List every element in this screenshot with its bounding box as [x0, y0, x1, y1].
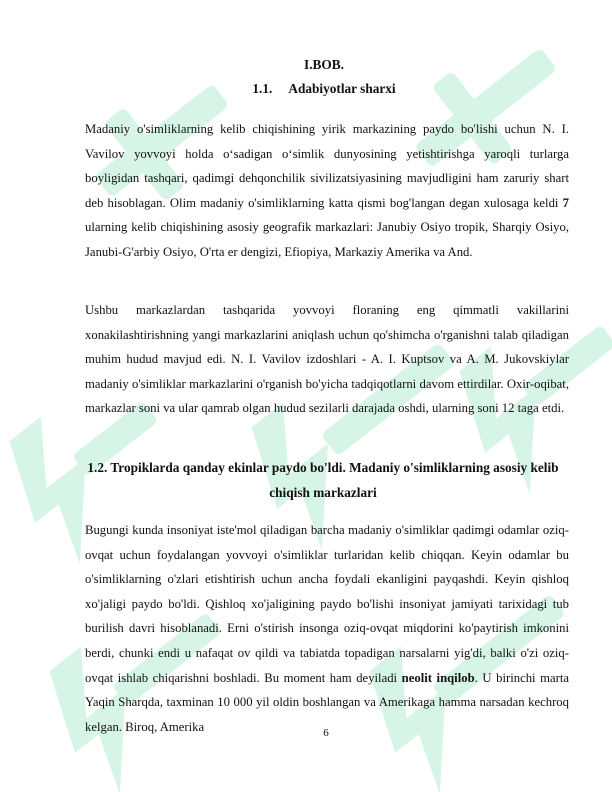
paragraph-1-bold: 7: [562, 195, 569, 210]
paragraph-3: [85, 518, 569, 739]
section-title: Adabiyotlar sharxi: [288, 81, 396, 96]
subsection-heading: 1.2. Tropiklarda qanday ekinlar paydo bo'ldi. Madaniy o'simliklarning asosiy kelib chiqish markazlari: [87, 460, 559, 500]
paragraph-3-text-a: Bugungi kunda insoniyat iste'mol qiladigan barcha madaniy o'simliklar qadimgi odamlar oziq-ovqat uchun foydalangan yovvoyi o'simliklar turlaridan kelib chiqqan. Keyin odamlar bu o'simliklarning o'zlari etishtirish uchun ancha foydali ekanligini payqashdi. Keyin qishloq xo'jaligi paydo bo'ldi. Qishloq xo'jaligining paydo bo'lishi insoniyat jamiyati tarixidagi tub burilish davri hisoblanadi. Erni o'stirish insonga oziq-ovqat miqdorini ko'paytirish imkonini berdi, chunki endi u nafaqat ov qildi va tabiatda topadigan narsalarni yig'di, balki o'zi oziq-ovqat ishlab chiqarishni boshladi. Bu moment ham deyiladi: [85, 523, 569, 685]
paragraph-1: [85, 117, 569, 265]
section-number: 1.1.: [252, 81, 273, 96]
paragraph-3-bold: neolit inqilob: [401, 670, 475, 685]
chapter-heading: I.BOB.: [304, 57, 344, 72]
page-number: 6: [323, 727, 329, 739]
paragraph-2: Ushbu markazlardan tashqarida yovvoyi floraning eng qimmatli vakillarini xonakilashtirishning yangi markazlarini aniqlash uchun qo'shimcha o'rganishni talab qiladigan muhim hudud mavjud edi. N. I. Vavilov izdoshlari - A. I. Kuptsov va A. M. Jukovskiylar madaniy o'simliklar markazlarini o'rganish bo'yicha tadqiqotlarni davom ettirdilar. Oxir-oqibat, markazlar soni va ular qamrab olgan hudud sezilarli darajada oshdi, ularning soni 12 taga etdi.: [85, 303, 569, 416]
paragraph-1-text-a: Madaniy o'simliklarning kelib chiqishining yirik markazining paydo bo'lishi uchun N. I. Vavilov yovvoyi holda o‘sadigan o‘simlik dunyosining yetishtirishga yaroqli turlarga boyligidan tashqari, qadimgi dehqonchilik sivilizatsiyasining mavjudligini ham zaruriy shart deb hisoblagan. Olim madaniy o'simliklarning katta qismi bog'langan degan xulosaga keldi: [85, 122, 569, 210]
section-heading: [18, 81, 612, 97]
paragraph-3-text-b: . U birinchi marta Yaqin Sharqda, taxminan 10 000 yil oldin boshlangan va Amerikaga hamma narsadan kechroq kelgan. Biroq, Amerika: [85, 670, 570, 734]
paragraph-1-text-b: ularning kelib chiqishining asosiy geografik markazlari: Janubiy Osiyo tropik, Sharqiy Osiyo, Janubi-G'arbiy Osiyo, O'rta er dengizi, Efiopiya, Markaziy Amerika va And.: [85, 220, 569, 259]
